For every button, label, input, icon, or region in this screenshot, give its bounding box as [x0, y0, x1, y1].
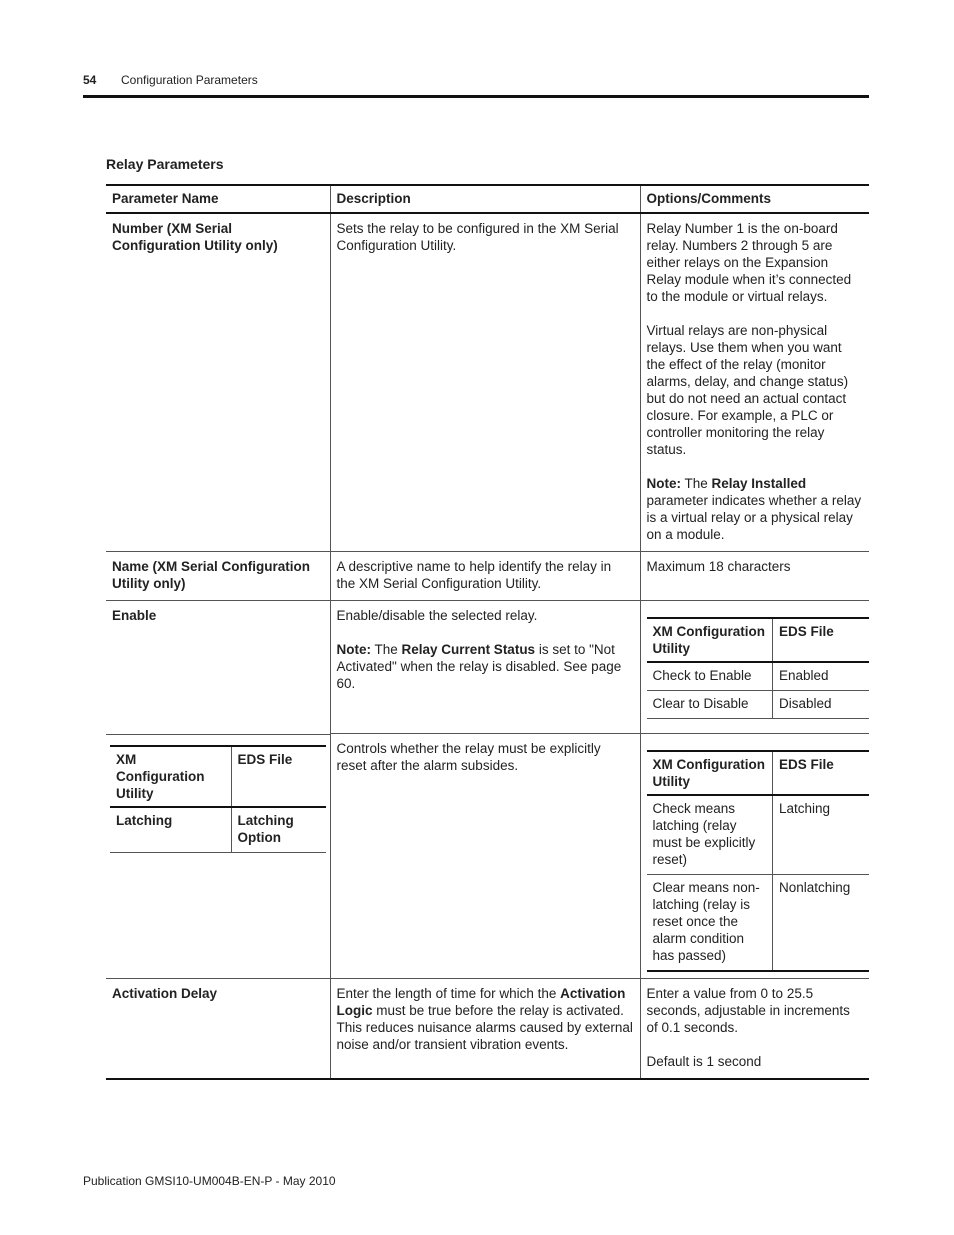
parameter-options: Maximum 18 characters: [640, 552, 869, 601]
subtable-cell: Latching: [110, 807, 231, 853]
subtable-cell: Enabled: [773, 662, 870, 691]
enable-options-table: [647, 617, 870, 719]
column-header-description: Description: [330, 185, 640, 213]
description-text: Enter the length of time for which the: [336, 986, 561, 1001]
subtable-row: [647, 875, 870, 972]
parameter-description: A descriptive name to help identify the relay in the XM Serial Configuration Utility.: [330, 552, 640, 601]
column-header-parameter-name: Parameter Name: [106, 185, 330, 213]
parameter-options: [640, 601, 869, 734]
header-rule: [83, 95, 869, 98]
subtable-cell: Clear to Disable: [647, 691, 773, 719]
publication-footer: Publication GMSI10-UM004B-EN-P - May 2010: [83, 1174, 336, 1188]
note-label: Note:: [646, 476, 681, 491]
parameter-description: [330, 601, 640, 734]
note-text: is set to "Not Activated" when the relay is disabled. See page 60.: [336, 642, 622, 691]
latching-options-table: [647, 750, 870, 972]
note-paragraph: [647, 475, 864, 543]
parameter-options: [640, 734, 869, 979]
options-paragraph: Virtual relays are non-physical relays. Use them when you want the effect of the relay (monitor alarms, delay, and change status) but do not need an actual contact closure. For example, a PLC or controller monitoring the relay status.: [646, 323, 849, 457]
subtable-cell: Check means latching (relay must be explicitly reset): [647, 795, 773, 875]
section-title: Relay Parameters: [106, 156, 224, 172]
parameter-name: Name (XM Serial Configuration Utility only): [106, 552, 330, 601]
description-parameter: Activation Logic: [336, 986, 626, 1018]
table-header-row: [106, 185, 869, 213]
parameter-name: Enable: [112, 608, 157, 623]
subtable-row: [647, 662, 870, 691]
column-header-options: Options/Comments: [640, 185, 869, 213]
parameter-description: Controls whether the relay must be explicitly reset after the alarm subsides.: [330, 734, 640, 979]
subtable-cell: Disabled: [773, 691, 870, 719]
subtable-header: XM Configuration Utility: [647, 751, 773, 795]
parameter-name: Number (XM Serial Configuration Utility only): [106, 213, 330, 552]
description-text: must be true before the relay is activated. This reduces nuisance alarms caused by external noise and/or transient vibration events.: [336, 1003, 633, 1052]
note-text: The: [681, 476, 712, 491]
note-paragraph: [337, 641, 634, 692]
table-row-latching: [106, 734, 869, 979]
parameter-name: [106, 734, 330, 979]
description-paragraph: Enable/disable the selected relay.: [336, 608, 538, 623]
options-paragraph: Enter a value from 0 to 25.5 seconds, adjustable in increments of 0.1 seconds.: [646, 986, 850, 1035]
subtable-header: EDS File: [231, 746, 326, 807]
subtable-cell: Nonlatching: [773, 875, 870, 972]
table-row-name: [106, 552, 869, 601]
subtable-row: [647, 691, 870, 719]
subtable-cell: Check to Enable: [647, 662, 773, 691]
relay-parameters-table: [106, 184, 869, 1080]
note-parameter: Relay Current Status: [401, 642, 536, 657]
parameter-description: [330, 979, 640, 1080]
table-row-enable: [106, 601, 869, 734]
subtable-header: EDS File: [773, 751, 870, 795]
parameter-description: Sets the relay to be configured in the XM Serial Configuration Utility.: [330, 213, 640, 552]
parameter-options: [640, 979, 869, 1080]
subtable-header: XM Configuration Utility: [110, 746, 231, 807]
note-label: Note:: [336, 642, 371, 657]
note-text: The: [371, 642, 402, 657]
subtable-row: [647, 795, 870, 875]
subtable-row: [110, 807, 326, 853]
subtable-cell: Latching: [773, 795, 870, 875]
page-number: 54: [83, 73, 97, 87]
options-paragraph: Relay Number 1 is the on-board relay. Numbers 2 through 5 are either relays on the Expansion Relay module when it’s connected to the module or virtual relays.: [646, 221, 852, 304]
subtable-header: XM Configuration Utility: [647, 618, 773, 662]
running-header: Configuration Parameters: [121, 73, 258, 87]
note-text: parameter indicates whether a relay is a virtual relay or a physical relay on a module.: [646, 493, 862, 542]
table-row-number: [106, 213, 869, 552]
subtable-cell: Latching Option: [231, 807, 326, 853]
subtable-cell: Clear means non-latching (relay is reset once the alarm condition has passed): [647, 875, 773, 972]
subtable-header: EDS File: [773, 618, 870, 662]
note-parameter: Relay Installed: [711, 476, 807, 491]
options-paragraph: Default is 1 second: [646, 1054, 762, 1069]
latching-name-table: [110, 745, 326, 853]
table-row-activation-delay: [106, 979, 869, 1080]
parameter-options: [640, 213, 869, 552]
parameter-name: Activation Delay: [106, 979, 330, 1080]
